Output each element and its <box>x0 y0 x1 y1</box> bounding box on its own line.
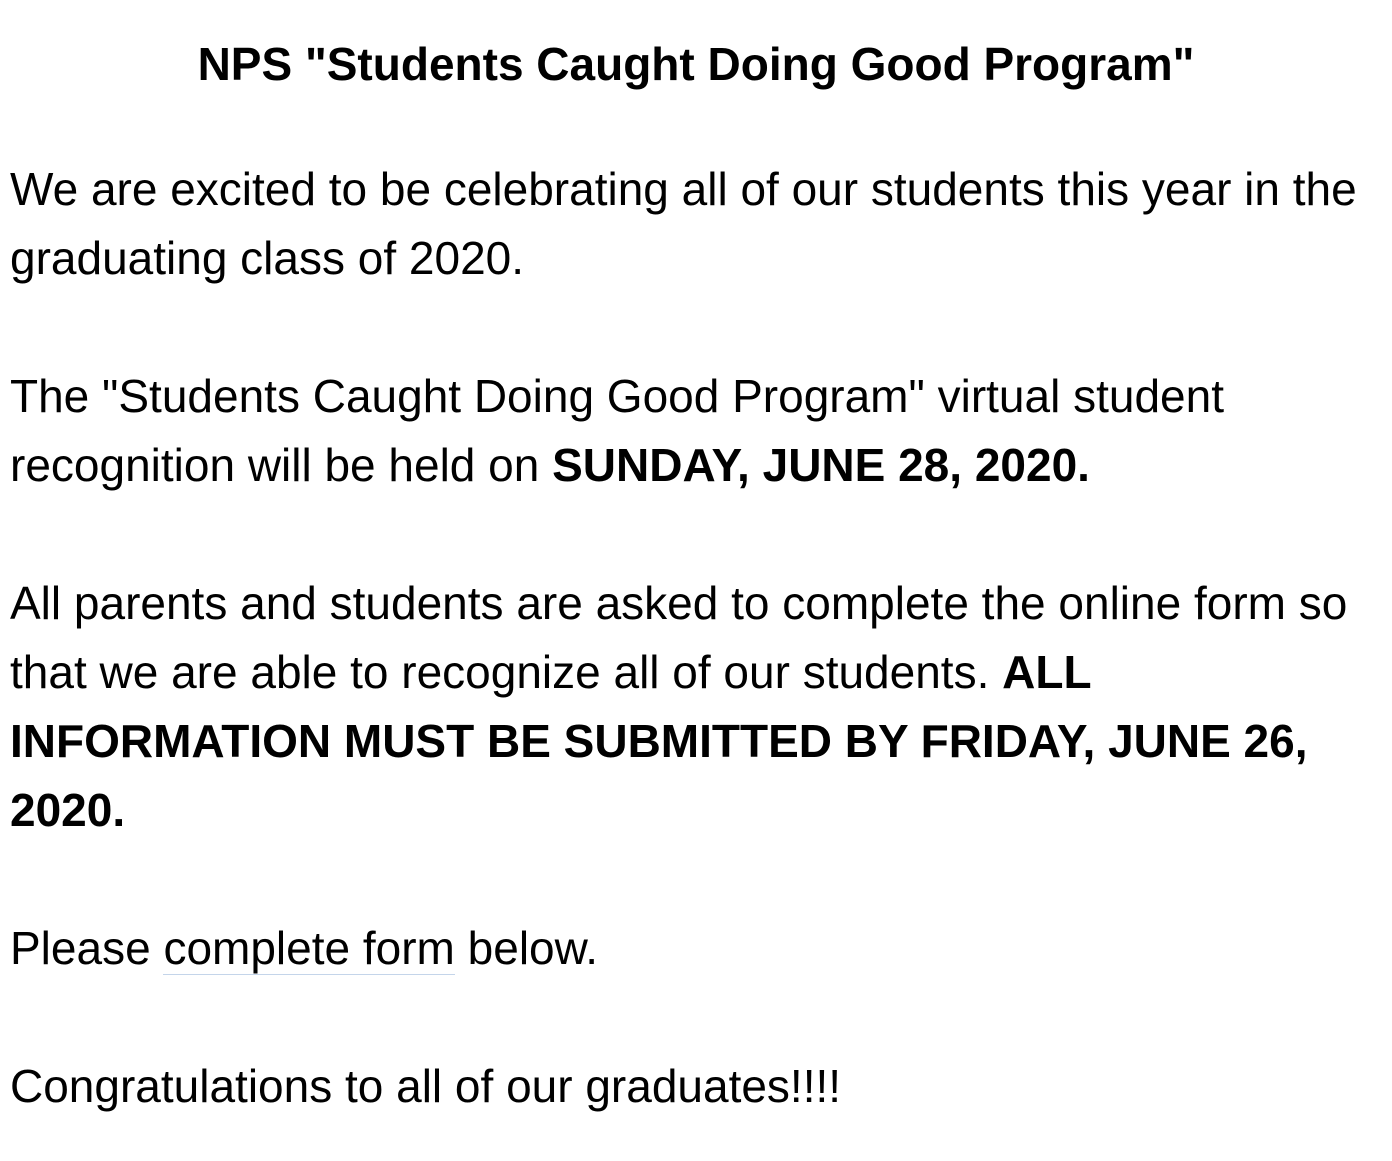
event-date-text: The "Students Caught Doing Good Program" virtual student recognition will be held on <box>10 370 1224 491</box>
deadline-paragraph <box>10 569 1392 845</box>
complete-form-link[interactable]: complete form <box>163 922 455 974</box>
intro-paragraph: We are excited to be celebrating all of our students this year in the graduating class of 2020. <box>10 163 1357 284</box>
deadline-notice: ALL INFORMATION MUST BE SUBMITTED BY FRIDAY, JUNE 26, 2020. <box>10 646 1308 836</box>
deadline-text: All parents and students are asked to complete the online form so that we are able to recognize all of our students. <box>10 577 1348 698</box>
event-date: SUNDAY, JUNE 28, 2020. <box>552 439 1090 491</box>
form-suffix-text: below. <box>454 922 599 974</box>
congratulations-paragraph: Congratulations to all of our graduates!!!! <box>10 1060 842 1112</box>
form-paragraph <box>10 914 1392 983</box>
event-date-paragraph <box>10 362 1392 500</box>
page-title: NPS "Students Caught Doing Good Program" <box>197 38 1195 90</box>
form-prefix-text: Please <box>10 922 164 974</box>
